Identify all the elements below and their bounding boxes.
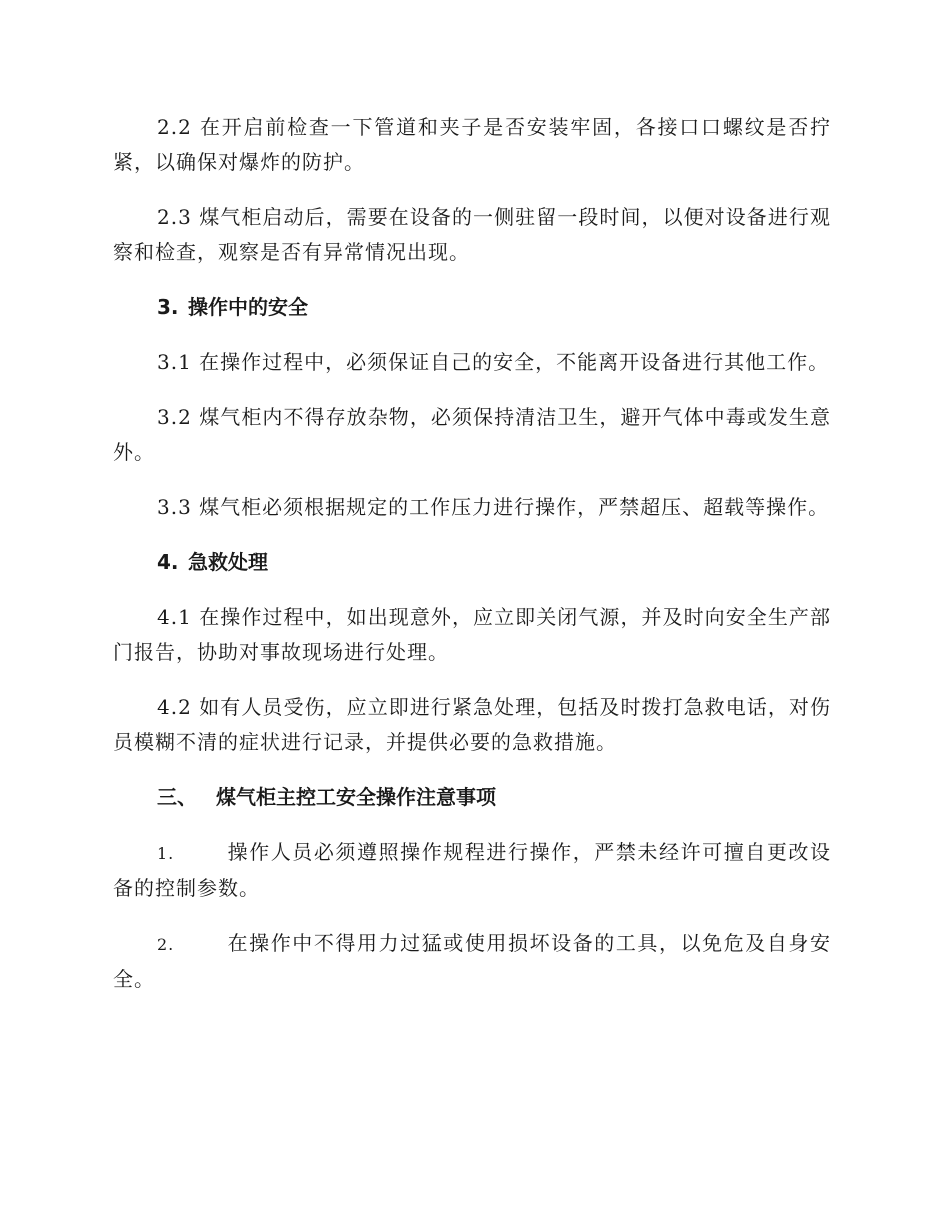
chapter-title: 煤气柜主控工安全操作注意事项 — [215, 785, 496, 809]
section-heading-3 — [113, 290, 831, 325]
chapter-heading-3 — [113, 780, 831, 815]
paragraph-3-2: 3.2 煤气柜内不得存放杂物，必须保持清洁卫生，避开气体中毒或发生意外。 — [113, 405, 831, 464]
section-title: 操作中的安全 — [187, 295, 308, 319]
list-item-1 — [113, 835, 831, 906]
chapter-number: 三、 — [157, 785, 197, 809]
list-text: 操作人员必须遵照操作规程进行操作，严禁未经许可擅自更改设备的控制参数。 — [113, 840, 831, 900]
paragraph-2-2: 2.2 在开启前检查一下管道和夹子是否安装牢固，各接口口螺纹是否拧紧，以确保对爆炸的防护。 — [113, 115, 831, 174]
section-number: 3. — [157, 295, 179, 319]
section-number: 4. — [157, 550, 179, 574]
section-title: 急救处理 — [187, 550, 268, 574]
list-text: 在操作中不得用力过猛或使用损坏设备的工具，以免危及自身安全。 — [113, 931, 831, 991]
list-item-2 — [113, 926, 831, 997]
paragraph-4-2: 4.2 如有人员受伤，应立即进行紧急处理，包括及时拨打急救电话，对伤员模糊不清的症状进行记录，并提供必要的急救措施。 — [113, 695, 831, 754]
paragraph-2-3: 2.3 煤气柜启动后，需要在设备的一侧驻留一段时间，以便对设备进行观察和检查，观察是否有异常情况出现。 — [113, 205, 831, 264]
paragraph-4-1: 4.1 在操作过程中，如出现意外，应立即关闭气源，并及时向安全生产部门报告，协助对事故现场进行处理。 — [113, 605, 831, 664]
list-number: 1. — [157, 844, 175, 863]
list-number: 2. — [157, 935, 175, 954]
paragraph-3-1: 3.1 在操作过程中，必须保证自己的安全，不能离开设备进行其他工作。 — [157, 350, 830, 374]
document-body — [113, 110, 831, 1017]
paragraph-3-3: 3.3 煤气柜必须根据规定的工作压力进行操作，严禁超压、超载等操作。 — [157, 495, 830, 519]
section-heading-4 — [113, 545, 831, 580]
